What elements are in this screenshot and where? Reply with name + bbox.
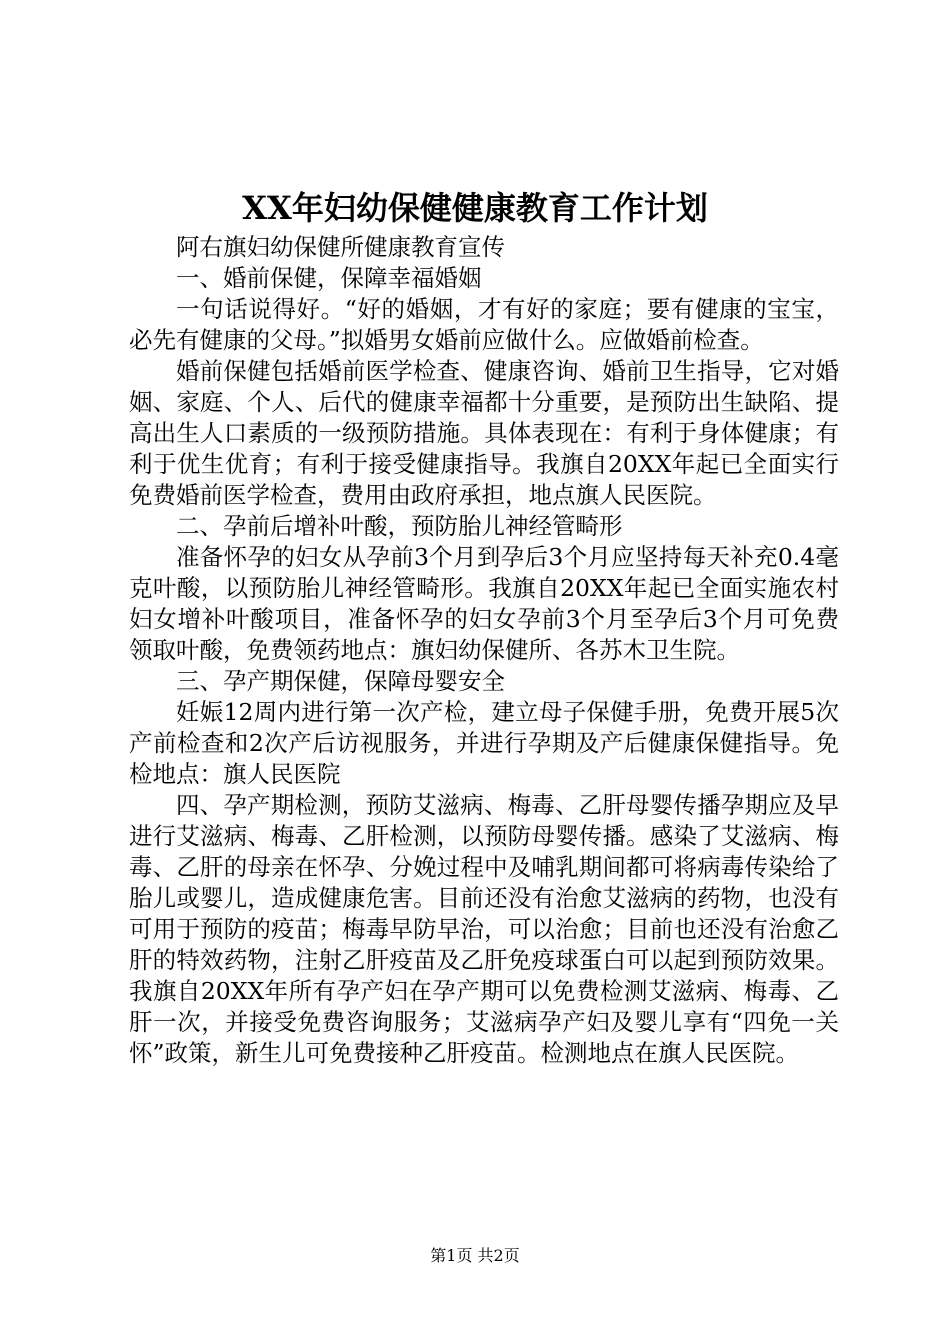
document-body [129,232,839,1069]
paragraph: 妊娠12周内进行第一次产检，建立母子保健手册，免费开展5次产前检查和2次产后访视服务，并进行孕期及产后健康保健指导。免检地点：旗人民医院 [129,698,839,788]
section-heading-3: 三、孕产期保健，保障母婴安全 [176,667,505,695]
section-heading-2: 二、孕前后增补叶酸，预防胎儿神经管畸形 [176,512,623,540]
paragraph: 一句话说得好。“好的婚姻，才有好的家庭；要有健康的宝宝，必先有健康的父母。”拟婚男女婚前应做什么。应做婚前检查。 [129,295,839,354]
paragraph: 四、孕产期检测，预防艾滋病、梅毒、乙肝母婴传播孕期应及早进行艾滋病、梅毒、乙肝检测，以预防母婴传播。感染了艾滋病、梅毒、乙肝的母亲在怀孕、分娩过程中及哺乳期间都可将病毒传染给了胎儿或婴儿，造成健康危害。目前还没有治愈艾滋病的药物，也没有可用于预防的疫苗；梅毒早防早治，可以治愈；目前也还没有治愈乙肝的特效药物，注射乙肝疫苗及乙肝免疫球蛋白可以起到预防效果。我旗自20XX年所有孕产妇在孕产期可以免费检测艾滋病、梅毒、乙肝一次，并接受免费咨询服务；艾滋病孕产妇及婴儿享有“四免一关怀”政策，新生儿可免费接种乙肝疫苗。检测地点在旗人民医院。 [129,791,839,1067]
paragraph-publisher: 阿右旗妇幼保健所健康教育宣传 [176,233,505,261]
document-title: XX年妇幼保健健康教育工作计划 [242,189,708,227]
paragraph: 婚前保健包括婚前医学检查、健康咨询、婚前卫生指导，它对婚姻、家庭、个人、后代的健康幸福都十分重要，是预防出生缺陷、提高出生人口素质的一级预防措施。具体表现在：有利于身体健康；有利于优生优育；有利于接受健康指导。我旗自20XX年起已全面实行免费婚前医学检查，费用由政府承担，地点旗人民医院。 [129,357,839,509]
section-heading-1: 一、婚前保健，保障幸福婚姻 [176,264,482,292]
paragraph: 准备怀孕的妇女从孕前3个月到孕后3个月应坚持每天补充0.4毫克叶酸，以预防胎儿神经管畸形。我旗自20XX年起已全面实施农村妇女增补叶酸项目，准备怀孕的妇女孕前3个月至孕后3个月可免费领取叶酸，免费领药地点：旗妇幼保健所、各苏木卫生院。 [129,543,839,664]
page-number-footer: 第1页 共2页 [430,1246,520,1265]
